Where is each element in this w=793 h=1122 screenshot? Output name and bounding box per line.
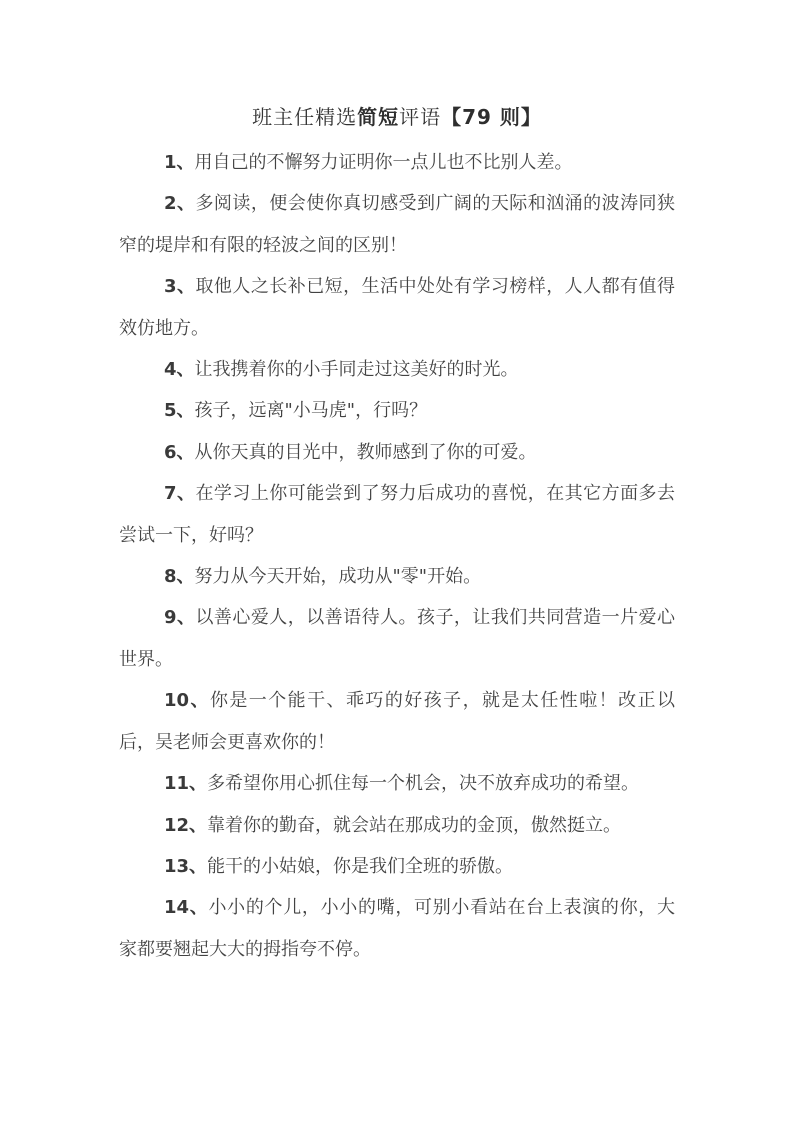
item-number: 13、	[164, 855, 208, 877]
item-number: 12、	[164, 814, 208, 836]
list-item	[119, 349, 675, 390]
item-number: 7、	[164, 483, 196, 505]
list-item	[119, 597, 675, 680]
item-number: 3、	[164, 276, 196, 298]
list-item	[119, 680, 675, 763]
item-text: 你是一个能干、乖巧的好孩子，就是太任性啦！改正以后，吴老师会更喜欢你的！	[119, 690, 675, 753]
list-item	[119, 846, 675, 887]
list-item	[119, 763, 675, 804]
item-number: 4、	[164, 359, 195, 381]
list-item	[119, 266, 675, 349]
item-number: 10、	[164, 690, 210, 712]
item-text: 以善心爱人，以善语待人。孩子，让我们共同营造一片爱心世界。	[119, 607, 675, 670]
item-number: 8、	[164, 566, 195, 588]
item-text: 多希望你用心抓住每一个机会，决不放弃成功的希望。	[207, 773, 640, 795]
title-part-regular: 班主任精选	[252, 105, 358, 129]
item-text: 努力从今天开始，成功从"零"开始。	[194, 566, 482, 588]
item-text: 靠着你的勤奋，就会站在那成功的金顶，傲然挺立。	[207, 814, 622, 836]
item-number: 6、	[164, 441, 195, 463]
item-text: 取他人之长补已短，生活中处处有学习榜样，人人都有值得效仿地方。	[119, 276, 675, 339]
item-number: 11、	[164, 773, 208, 795]
item-text: 多阅读，便会使你真切感受到广阔的天际和汹涌的波涛同狭窄的堤岸和有限的轻波之间的区别！	[119, 193, 675, 256]
title-part-regular: 评语	[399, 105, 442, 129]
item-text: 小小的个儿，小小的嘴，可别小看站在台上表演的你，大家都要翘起大大的拇指夸不停。	[119, 897, 675, 960]
list-item	[119, 887, 675, 970]
item-text: 从你天真的目光中，教师感到了你的可爱。	[194, 441, 537, 463]
title-part-bold: 简短	[357, 105, 400, 129]
item-text: 在学习上你可能尝到了努力后成功的喜悦，在其它方面多去尝试一下，好吗？	[119, 483, 675, 546]
list-item	[119, 390, 675, 431]
list-item	[119, 473, 675, 556]
list-item	[119, 805, 675, 846]
item-number: 5、	[164, 400, 195, 422]
item-number: 14、	[164, 897, 209, 919]
item-text: 能干的小姑娘，你是我们全班的骄傲。	[207, 855, 514, 877]
list-item	[119, 183, 675, 266]
list-item	[119, 142, 675, 183]
item-text: 让我携着你的小手同走过这美好的时光。	[194, 359, 519, 381]
item-number: 1、	[164, 152, 195, 173]
page-title	[119, 103, 675, 131]
list-item	[119, 556, 675, 597]
item-number: 9、	[164, 607, 196, 629]
item-text: 用自己的不懈努力证明你一点儿也不比别人差。	[194, 152, 573, 173]
comment-list	[119, 142, 675, 970]
item-number: 2、	[164, 193, 196, 215]
title-count-badge: 【79 则】	[441, 105, 542, 129]
list-item	[119, 432, 675, 473]
item-text: 孩子，远离"小马虎"，行吗？	[194, 400, 428, 422]
